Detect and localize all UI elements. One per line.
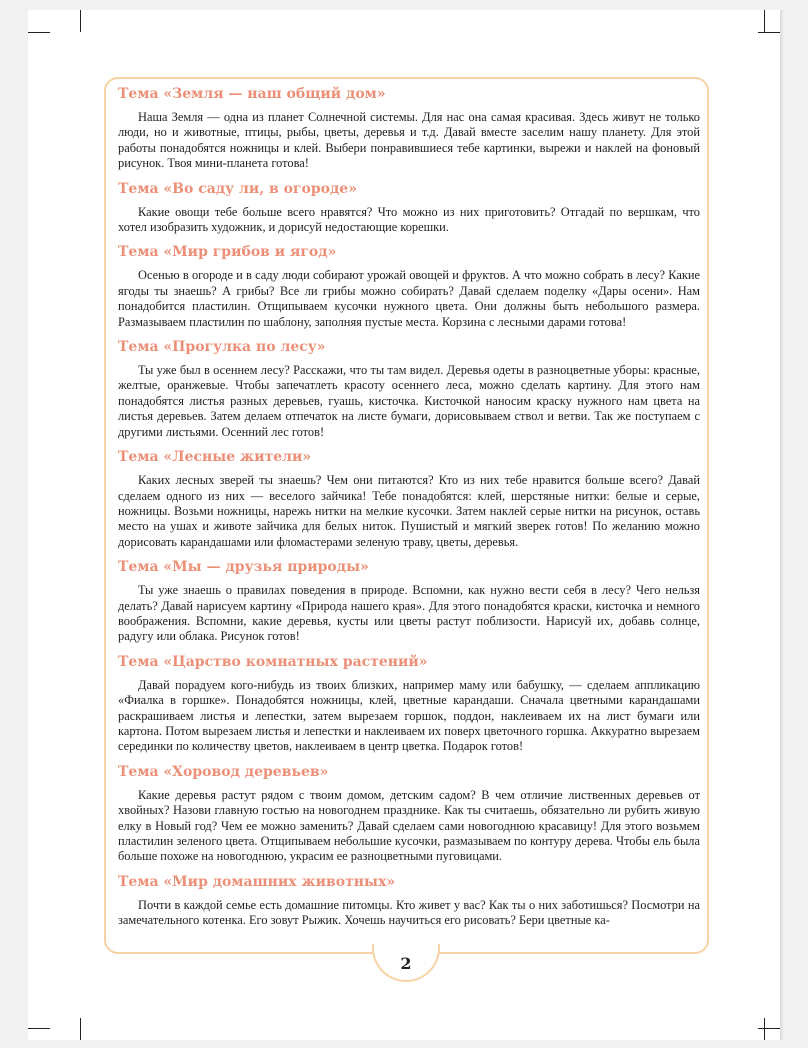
section-heading: Тема «Земля — наш общий дом» bbox=[118, 86, 386, 102]
section-zhivotnye bbox=[118, 872, 700, 929]
section-progulka bbox=[118, 337, 700, 440]
section-text: Каких лесных зверей ты знаешь? Чем они питаются? Кто из них тебе нравится больше всего? Давай сделаем одного из них — веселого зайчика! Тебе понадобятся: клей, шерстяные нитки: белые и серые, ножницы. Возьми ножницы, нарежь нитки на мелкие кусочки. Затем наклей серые нитки на рисунок, оставь место на ушах и животе зайчика для белых ниток. Пушистый и мягкий зверек готов! По желанию можно дорисовать карандашами или фломастерами зеленую траву, цветы, деревья. bbox=[118, 473, 700, 549]
section-text: Осенью в огороде и в саду люди собирают урожай овощей и фруктов. А что можно собрать в лесу? Какие ягоды ты знаешь? А грибы? Все ли грибы можно собирать? Давай сделаем поделку «Дары осени». Нам понадобится пластилин. Отщипываем кусочки нужного цвета. Они должны быть небольшого размера. Размазываем пластилин по шаблону, заполняя пустые места. Корзина с лесными дарами готова! bbox=[118, 268, 700, 329]
page-edge-shadow bbox=[780, 10, 784, 1040]
crop-mark bbox=[764, 10, 765, 32]
section-griby bbox=[118, 242, 700, 330]
section-text: Ты уже был в осеннем лесу? Расскажи, что ты там видел. Деревья одеты в разноцветные уборы: красные, желтые, оранжевые. Чтобы запечатлеть красоту осеннего леса, можно сделать картину. Для этого нам понадобятся листья разных деревьев, гуашь, кисточка. Кисточкой наносим краску нужного нам цвета на листья деревьев. Затем делаем отпечаток на листе бумаги, дорисовываем ствол и ветви. Так же поступаем с другими листьями. Осенний лес готов! bbox=[118, 363, 700, 439]
section-text: Какие деревья растут рядом с твоим домом, детским садом? В чем отличие лиственных деревьев от хвойных? Назови главную гостью на новогоднем празднике. Как ты считаешь, обязательно ли рубить живую елку в Новый год? Чем ее можно заменить? Давай сделаем сами новогоднюю красавицу! Для этого возьмем пластилин зеленого цвета. Отщипываем небольшие кусочки, размазываем по контуру дерева. Чтобы ель была больше похоже на новогоднюю, украсим ее разноцветными пуговицами. bbox=[118, 787, 700, 864]
section-heading: Тема «Прогулка по лесу» bbox=[118, 339, 326, 356]
section-rasteniya bbox=[118, 652, 700, 755]
section-heading: Тема «Хоровод деревьев» bbox=[118, 763, 329, 780]
page-number: 2 bbox=[400, 954, 412, 973]
section-text: Наша Земля — одна из планет Солнечной системы. Для нас она самая красивая. Здесь живут не только люди, но и животные, птицы, рыбы, цветы, деревья и т.д. Давай вместе заселим нашу планету. Для этой работы понадобятся ножницы и клей. Выбери понравившиеся тебе картинки, вырежи и наклей на фоновый рисунок. Твоя мини-планета готова! bbox=[118, 110, 700, 171]
section-sad bbox=[118, 179, 700, 236]
section-druzya bbox=[118, 557, 700, 645]
section-heading: Тема «Мир домашних животных» bbox=[118, 873, 396, 890]
crop-mark bbox=[28, 32, 50, 33]
crop-mark bbox=[758, 32, 780, 33]
page-content bbox=[118, 84, 700, 950]
crop-mark bbox=[80, 1018, 81, 1040]
section-text: Давай порадуем кого-нибудь из твоих близких, например маму или бабушку, — сделаем аппликацию «Фиалка в горшке». Понадобятся ножницы, клей, цветные карандаши. Сначала цветными карандашами раскрашиваем листья и лепестки, затем вырезаем горшок, поддон, наклеиваем их на лист бумаги или картона. Потом вырезаем листья и лепестки и наклеиваем их поверх цветочного горшка. Аккуратно вырезаем серединки по количеству цветов, наклеиваем в центр цветка. Подарок готов! bbox=[118, 677, 700, 754]
crop-mark bbox=[28, 1028, 50, 1029]
section-heading: Тема «Лесные жители» bbox=[118, 449, 312, 466]
crop-mark bbox=[764, 1018, 765, 1040]
section-heading: Тема «Царство комнатных растений» bbox=[118, 653, 428, 670]
section-heading: Тема «Во саду ли, в огороде» bbox=[118, 180, 357, 197]
section-heading: Тема «Мир грибов и ягод» bbox=[118, 244, 337, 261]
section-zemlya bbox=[118, 84, 700, 172]
section-text: Какие овощи тебе больше всего нравятся? Что можно из них приготовить? Отгадай по вершкам, что хотел изобразить художник, и дорисуй недостающие корешки. bbox=[118, 204, 700, 235]
section-text: Ты уже знаешь о правилах поведения в природе. Вспомни, как нужно вести себя в лесу? Чего нельзя делать? Давай нарисуем картину «Природа нашего края». Для этого понадобятся краски, кисточка и немного воображения. Вспомни, какие деревья, кусты или цветы растут поблизости. Нарисуй их, добавь солнце, радугу или облака. Рисунок готов! bbox=[118, 583, 700, 644]
section-text: Почти в каждой семье есть домашние питомцы. Кто живет у вас? Как ты о них заботишься? Посмотри на замечательного котенка. Его зовут Рыжик. Хочешь научиться его рисовать? Бери цветные ка- bbox=[118, 897, 700, 928]
section-heading: Тема «Мы — друзья природы» bbox=[118, 559, 369, 576]
section-khorovod bbox=[118, 762, 700, 865]
crop-mark bbox=[80, 10, 81, 32]
section-zhiteli bbox=[118, 447, 700, 550]
crop-mark bbox=[758, 1028, 780, 1029]
